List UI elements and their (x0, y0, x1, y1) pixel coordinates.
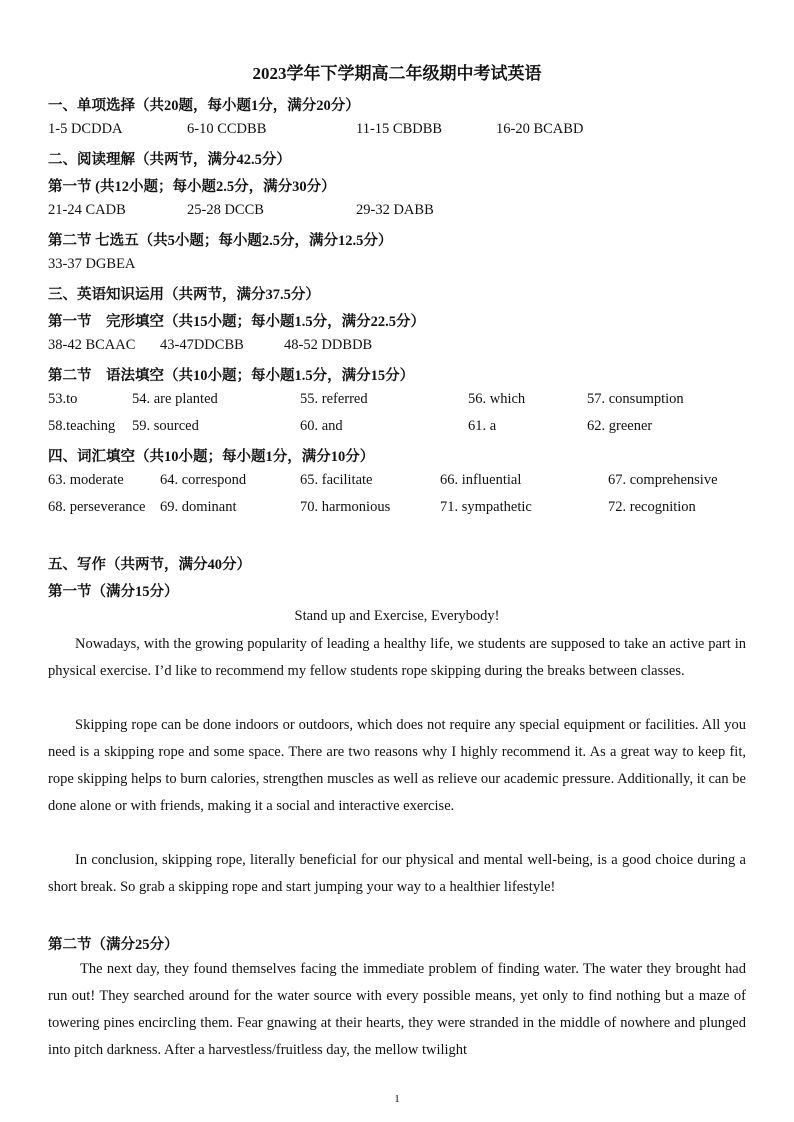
essay-title: Stand up and Exercise, Everybody! (294, 608, 500, 624)
answer-item: 68. perseverance (48, 499, 146, 515)
essay-paragraph: In conclusion, skipping rope, literally beneficial for our physical and mental well-being, is a good choice during a short break. So grab a skipping rope and start jumping your way to a healthier lifestyle! (48, 852, 746, 895)
answer-item: 61. a (468, 418, 497, 434)
answer-group: 38-42 BCAAC (48, 337, 136, 353)
section-3-part-2-heading: 第二节 语法填空（共10小题；每小题1.5分，满分15分） (48, 368, 415, 384)
answer-item: 55. referred (300, 391, 368, 407)
answer-item: 58.teaching (48, 418, 116, 434)
answer-group: 1-5 DCDDA (48, 121, 123, 137)
answer-item: 60. and (300, 418, 343, 434)
answer-group: 16-20 BCABD (496, 121, 584, 137)
answer-item: 65. facilitate (300, 472, 373, 488)
story-paragraph: The next day, they found themselves facing the immediate problem of finding water. The water they brought had run out! They searched around for the water source with every possible means, yet only to find nothing but a maze of towering pines encircling them. Fear gnawing at their hearts, they were stranded in the middle of nowhere and plunged into pitch darkness. After a harvestless/fruitless day, the mellow twilight (48, 961, 746, 1058)
section-3-part-1-heading: 第一节 完形填空（共15小题；每小题1.5分，满分22.5分） (48, 314, 425, 330)
section-2-heading: 二、阅读理解（共两节，满分42.5分） (48, 152, 291, 168)
answer-group: 11-15 CBDBB (356, 121, 443, 137)
answer-item: 67. comprehensive (608, 472, 718, 488)
section-2-part-1-heading: 第一节 (共12小题；每小题2.5分，满分30分） (48, 179, 336, 195)
section-5-heading: 五、写作（共两节，满分40分） (48, 557, 251, 573)
answer-item: 72. recognition (608, 499, 696, 515)
essay-paragraph: Nowadays, with the growing popularity of leading a healthy life, we students are supposed to take an active part in physical exercise. I’d like to recommend my fellow students rope skipping during the breaks between classes. (48, 636, 746, 679)
answer-item: 70. harmonious (300, 499, 391, 515)
section-5-part-1-heading: 第一节（满分15分） (48, 584, 179, 600)
grammar-answers-row-2 (48, 418, 748, 438)
section-5-part-2-heading: 第二节（满分25分） (48, 937, 179, 953)
essay-paragraph: Skipping rope can be done indoors or outdoors, which does not require any special equipment or facilities. All you need is a skipping rope and some space. There are two reasons why I highly recommend it. As a great way to keep fit, rope skipping helps to burn calories, strengthen muscles as well as relieve our academic pressure. Additionally, it can be done alone or with friends, making it a social and interactive exercise. (48, 717, 746, 814)
section-1-heading: 一、单项选择（共20题，每小题1分，满分20分） (48, 98, 360, 114)
answer-item: 69. dominant (160, 499, 237, 515)
answer-item: 59. sourced (132, 418, 199, 434)
section-1-answers (48, 121, 748, 141)
answer-group: 6-10 CCDBB (187, 121, 267, 137)
vocabulary-answers-row-2 (48, 499, 748, 519)
section-3-part-1-answers (48, 337, 748, 357)
answer-group: 21-24 CADB (48, 202, 126, 218)
vocabulary-answers-row-1 (48, 472, 748, 492)
section-4-heading: 四、词汇填空（共10小题；每小题1分，满分10分） (48, 449, 375, 465)
section-2-part-2-heading: 第二节 七选五（共5小题；每小题2.5分，满分12.5分） (48, 233, 393, 249)
answer-item: 56. which (468, 391, 526, 407)
answer-group: 29-32 DABB (356, 202, 434, 218)
answer-group: 25-28 DCCB (187, 202, 264, 218)
section-3-heading: 三、英语知识运用（共两节，满分37.5分） (48, 287, 320, 303)
section-2-part-2-answers: 33-37 DGBEA (48, 256, 136, 272)
page-number: 1 (394, 1093, 400, 1105)
answer-item: 54. are planted (132, 391, 218, 407)
document-title: 2023学年下学期高二年级期中考试英语 (252, 64, 542, 83)
answer-item: 71. sympathetic (440, 499, 532, 515)
answer-item: 53.to (48, 391, 78, 407)
section-2-part-1-answers (48, 202, 748, 222)
answer-item: 57. consumption (587, 391, 684, 407)
answer-group: 43-47DDCBB (160, 337, 244, 353)
answer-item: 64. correspond (160, 472, 247, 488)
answer-item: 66. influential (440, 472, 522, 488)
grammar-answers-row-1 (48, 391, 748, 411)
answer-item: 63. moderate (48, 472, 124, 488)
answer-item: 62. greener (587, 418, 653, 434)
answer-group: 48-52 DDBDB (284, 337, 373, 353)
